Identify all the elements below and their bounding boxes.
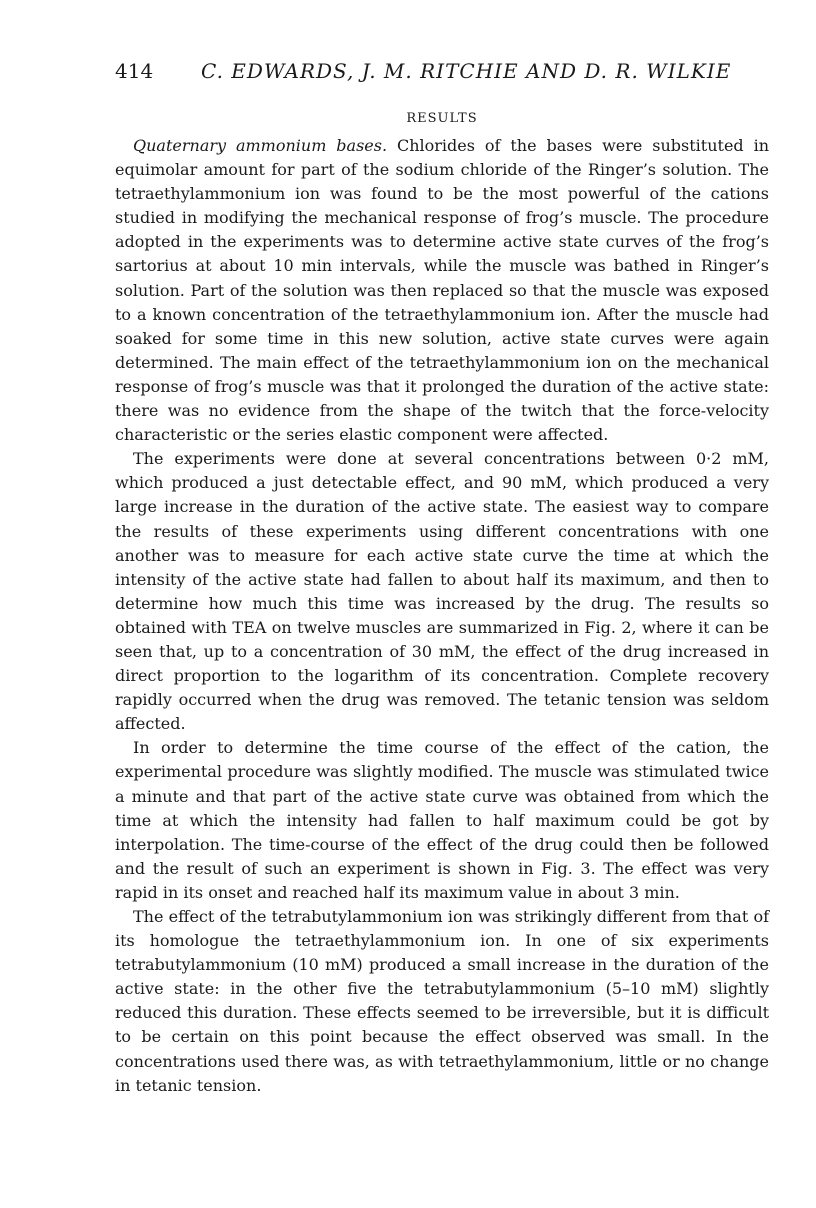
paragraph-text: The effect of the tetrabutylammonium ion was strikingly different from that of its homologue the tetraethylammonium ion. In one of six experiments tetrabutylammonium (10 mM) produced a small increase in the duration of the active state: in the other five the tetrabutylammonium (5–10 mM) slightly reduced this duration. These effects seemed to be irreversible, but it is difficult to be certain on this point because the effect observed was small. In the concentrations used there was, as with tetraethylammonium, little or no change in tetanic tension.: [115, 907, 769, 1095]
run-in-heading: Quaternary ammonium bases.: [133, 136, 388, 155]
section-heading: RESULTS: [406, 111, 478, 126]
journal-page: [115, 54, 769, 1098]
running-head-authors: C. EDWARDS, J. M. RITCHIE AND D. R. WILKIE: [201, 59, 732, 83]
paragraph-text: In order to determine the time course of the effect of the cation, the experimental procedure was slightly modified. The muscle was stimulated twice a minute and that part of the active state curve was obtained from which the time at which the intensity had fallen to half maximum could be got by interpolation. The time-course of the effect of the drug could then be followed and the result of such an experiment is shown in Fig. 3. The effect was very rapid in its onset and reached half its maximum value in about 3 min.: [115, 738, 769, 902]
running-head: [115, 54, 769, 88]
paragraph: [115, 134, 769, 447]
results-body: [115, 134, 769, 1098]
paragraph: [115, 447, 769, 736]
paragraph: [115, 905, 769, 1098]
paragraph-text: Chlorides of the bases were substituted in equimolar amount for part of the sodium chloride of the Ringer’s solution. The tetraethylammonium ion was found to be the most powerful of the cations studied in modifying the mechanical response of frog’s muscle. The procedure adopted in the experiments was to determine active state curves of the frog’s sartorius at about 10 min intervals, while the muscle was bathed in Ringer’s solution. Part of the solution was then replaced so that the muscle was exposed to a known concentration of the tetraethylammonium ion. After the muscle had soaked for some time in this new solution, active state curves were again determined. The main effect of the tetraethylammonium ion on the mechanical response of frog’s muscle was that it prolonged the duration of the active state: there was no evidence from the shape of the twitch that the force-velocity characteristic or the series elastic component were affected.: [115, 136, 770, 445]
page-number: 414: [115, 59, 154, 83]
paragraph-text: The experiments were done at several concentrations between 0·2 mM, which produced a just detectable effect, and 90 mM, which produced a very large increase in the duration of the active state. The easiest way to compare the results of these experiments using different concentrations with one another was to measure for each active state curve the time at which the intensity of the active state had fallen to about half its maximum, and then to determine how much this time was increased by the drug. The results so obtained with TEA on twelve muscles are summarized in Fig. 2, where it can be seen that, up to a concentration of 30 mM, the effect of the drug increased in direct proportion to the logarithm of its concentration. Complete recovery rapidly occurred when the drug was removed. The tetanic tension was seldom affected.: [115, 449, 769, 734]
paragraph: [115, 736, 769, 905]
